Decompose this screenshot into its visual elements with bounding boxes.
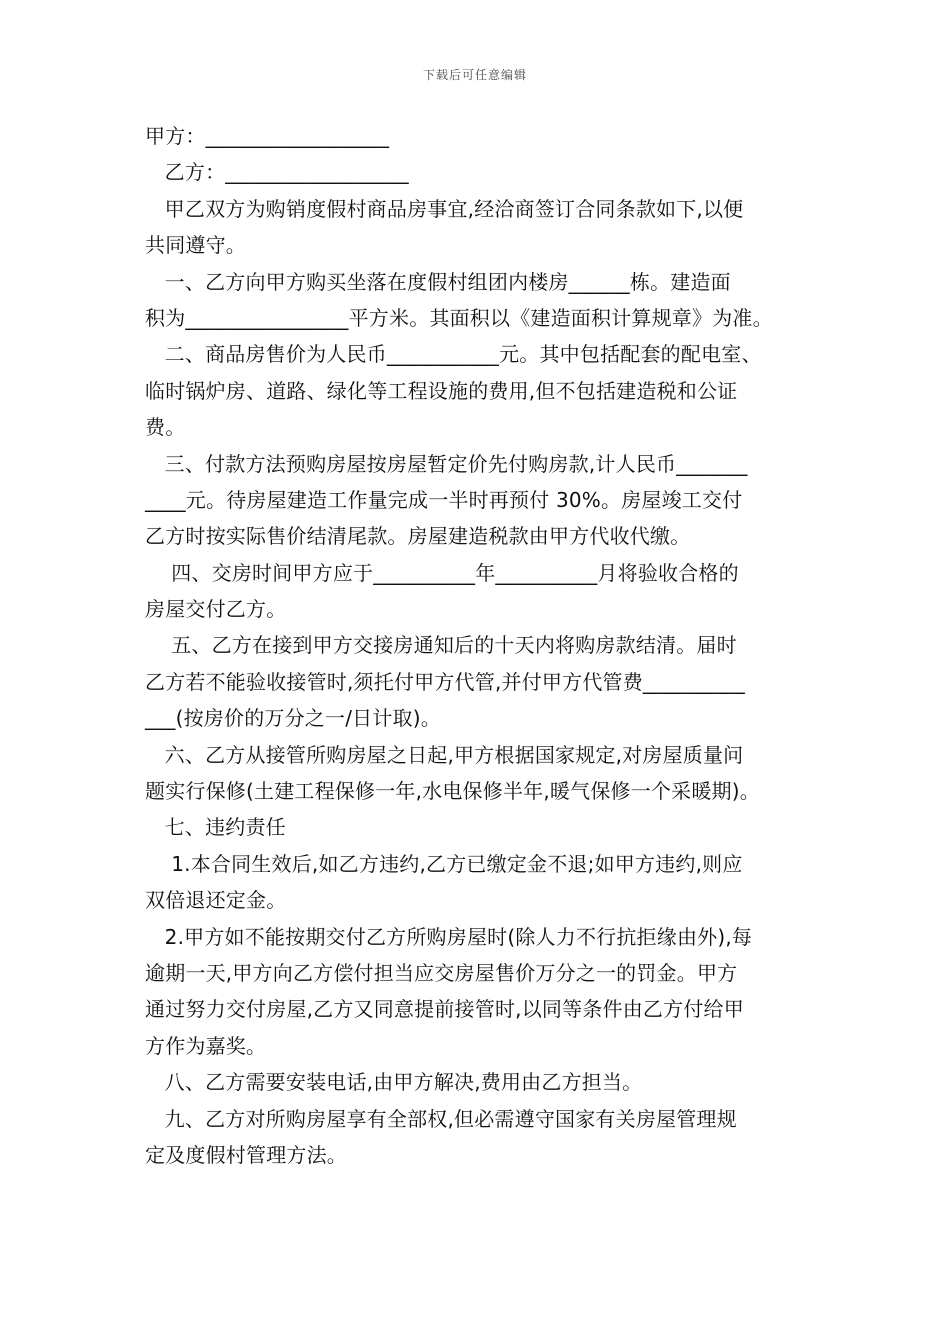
clause-7-item-2-line-2: 逾期一天,甲方向乙方偿付担当应交房屋售价万分之一的罚金。甲方 xyxy=(145,960,738,985)
contract-body xyxy=(145,118,810,1173)
clause-5-line-3: ___(按房价的万分之一/日计取)。 xyxy=(145,706,441,731)
clause-8-line-1: 八、乙方需要安装电话,由甲方解决,费用由乙方担当。 xyxy=(145,1070,643,1095)
clause-2-line-3: 费。 xyxy=(145,415,186,440)
party-a-line: 甲方：__________________ xyxy=(145,124,390,148)
clause-9-line-2: 定及度假村管理方法。 xyxy=(145,1142,347,1167)
clause-7-item-2-line-3: 通过努力交付房屋,乙方又同意提前接管时,以同等条件由乙方付给甲 xyxy=(145,997,744,1022)
intro-paragraph-line-1: 甲乙双方为购销度假村商品房事宜,经洽商签订合同条款如下,以便 xyxy=(145,196,744,221)
clause-6-line-1: 六、乙方从接管所购房屋之日起,甲方根据国家规定,对房屋质量问 xyxy=(145,742,744,767)
clause-2-line-1: 二、商品房售价为人民币___________元。其中包括配套的配电室、 xyxy=(145,342,762,367)
clause-3-line-3: 乙方时按实际售价结清尾款。房屋建造税款由甲方代收代缴。 xyxy=(145,524,691,549)
clause-5-line-1: 五、乙方在接到甲方交接房通知后的十天内将购房款结清。届时 xyxy=(145,633,737,658)
clause-3-line-1: 三、付款方法预购房屋按房屋暂定价先付购房款,计人民币_______ xyxy=(145,451,748,476)
party-b-line: 乙方：__________________ xyxy=(145,160,409,185)
clause-5-line-2: 乙方若不能验收接管时,须托付甲方代管,并付甲方代管费__________ xyxy=(145,669,745,694)
clause-7-heading: 七、违约责任 xyxy=(145,815,286,840)
clause-4-line-1: 四、交房时间甲方应于__________年__________月将验收合格的 xyxy=(145,560,739,585)
clause-1-line-2: 积为________________平方米。其面积以《建造面积计算规章》为准。 xyxy=(145,305,773,330)
clause-7-item-2-line-4: 方作为嘉奖。 xyxy=(145,1033,267,1058)
intro-paragraph-line-2: 共同遵守。 xyxy=(145,233,246,258)
clause-3-line-2: ____元。待房屋建造工作量完成一半时再预付 30%。房屋竣工交付 xyxy=(145,487,743,512)
clause-9-line-1: 九、乙方对所购房屋享有全部权,但必需遵守国家有关房屋管理规 xyxy=(145,1106,737,1131)
clause-6-line-2: 题实行保修(土建工程保修一年,水电保修半年,暖气保修一个采暖期)。 xyxy=(145,779,760,804)
clause-7-item-1-line-1: 1.本合同生效后,如乙方违约,乙方已缴定金不退;如甲方违约,则应 xyxy=(145,851,743,876)
clause-1-line-1: 一、乙方向甲方购买坐落在度假村组团内楼房______栋。建造面 xyxy=(145,269,731,294)
page-header-note: 下载后可任意编辑 xyxy=(422,68,527,82)
clause-7-item-2-line-1: 2.甲方如不能按期交付乙方所购房屋时(除人力不行抗拒缘由外),每 xyxy=(145,924,753,949)
clause-7-item-1-line-2: 双倍退还定金。 xyxy=(145,888,287,913)
clause-2-line-2: 临时锅炉房、道路、绿化等工程设施的费用,但不包括建造税和公证 xyxy=(145,378,738,403)
clause-4-line-2: 房屋交付乙方。 xyxy=(145,597,287,622)
